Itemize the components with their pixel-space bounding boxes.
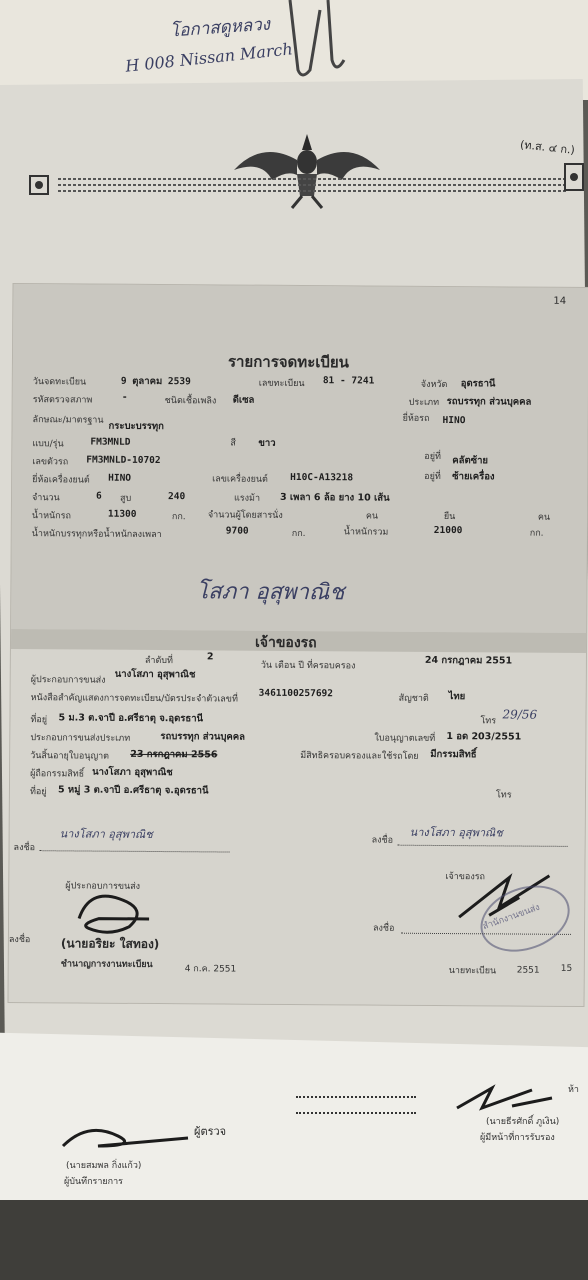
holder-address-value: 5 หมู่ 3 ต.จาปี อ.ศรีธาตุ จ.อุดรธานี	[57, 784, 209, 797]
id-value: 3461100257692	[258, 687, 334, 700]
approver-signature-scribble-icon	[452, 1078, 562, 1118]
operator-signature-scribble-icon	[69, 888, 159, 939]
reg-no-label: เลขทะเบียน	[258, 378, 305, 390]
style-label: ลักษณะ/มาตรฐาน	[32, 415, 104, 426]
possession-date-value: 24 กรกฎาคม 2551	[424, 654, 513, 667]
operator-role: ผู้ประกอบการขนส่ง	[65, 881, 141, 892]
fuel-label: ชนิดเชื้อเพลิง	[164, 396, 217, 407]
operator-signature: นางโสภา อุสุพาณิช	[59, 827, 153, 841]
province-label: จังหวัด	[420, 379, 448, 391]
engine-brand-value: HINO	[108, 472, 132, 484]
location1-value: คลัตซ้าย	[452, 455, 489, 467]
brand-label: ยี่ห้อรถ	[402, 413, 430, 424]
approver-role: ผู้มีหน้าที่การรับรอง	[480, 1133, 555, 1143]
location2-value: ซ้ายเครื่อง	[452, 471, 495, 483]
color-label: สี	[230, 438, 236, 449]
id-label: หนังสือสำคัญแสดงการจดทะเบียน/บัตรประจำตัวเลขที่	[30, 693, 238, 705]
hp-label: แรงม้า	[233, 493, 261, 504]
model-value: FM3MNLD	[90, 436, 131, 448]
phone-value: 29/56	[502, 707, 538, 722]
model-label: แบบ/รุ่น	[32, 439, 64, 450]
count-label: จำนวน	[31, 493, 60, 504]
seats-label: จำนวนผู้โดยสารนั่ง	[207, 510, 283, 521]
top-note-line1: โอกาสดูหลวง	[169, 14, 271, 42]
rights-label: มีสิทธิครอบครองและใช้รถโดย	[300, 751, 419, 762]
expiry-value: 23 กรกฎาคม 2556	[130, 748, 218, 761]
type-label: ประเภท	[408, 397, 440, 408]
registration-signature: โสภา อุสุพาณิช	[196, 579, 345, 606]
chassis-value: FM3MNLD-10702	[86, 454, 161, 467]
holder-label: ผู้ถือกรรมสิทธิ์	[30, 769, 85, 780]
inspector-name: (นายสมพล กิ่งแก้ว)	[66, 1161, 142, 1171]
total-unit: กก.	[529, 528, 544, 539]
registration-form	[7, 283, 588, 1007]
operator-sign-label: ลงชื่อ	[13, 843, 36, 854]
license-value: 1 อด 203/2551	[446, 731, 522, 743]
top-note-line2: H 008 Nissan March	[124, 39, 294, 76]
engine-no-value: H10C-A13218	[290, 471, 354, 484]
nationality-label: สัญชาติ	[398, 693, 429, 704]
decorative-border-band	[28, 168, 588, 204]
order-label: ลำดับที่	[144, 655, 173, 667]
wheels-value: 3 เพลา 6 ล้อ ยาง 10 เส้น	[279, 491, 390, 504]
inspector-role: ผู้บันทึกรายการ	[64, 1177, 124, 1187]
nationality-value: ไทย	[448, 691, 466, 703]
registrar-date: 2551	[516, 965, 540, 976]
business-label: ประกอบการขนส่งประเภท	[30, 733, 131, 744]
location1-label: อยู่ที่	[424, 451, 441, 462]
type-value: รถบรรทุก ส่วนบุคคล	[446, 396, 532, 408]
owner-sign-label: ลงชื่อ	[371, 835, 394, 846]
paper-clip-icon	[280, 0, 350, 80]
engine-brand-label: ยี่ห้อเครื่องยนต์	[32, 475, 90, 486]
address-label: ที่อยู่	[30, 715, 48, 726]
inspector-signature-scribble-icon	[58, 1116, 198, 1156]
load-unit: กก.	[291, 528, 306, 540]
cylinder-label: สูบ	[119, 493, 132, 504]
possession-date-label: วัน เดือน ปี ที่ครอบครอง	[260, 660, 356, 672]
official-date: 4 ก.ค. 2551	[184, 964, 237, 975]
ornament-right-icon	[563, 162, 585, 192]
reg-no-value: 81 - 7241	[322, 375, 375, 387]
chassis-label: เลขตัวรถ	[32, 457, 69, 468]
corner-mark: ห้า	[568, 1085, 579, 1095]
inspector-label: ผู้ตรวจ	[194, 1125, 227, 1138]
province-value: อุดรธานี	[460, 378, 496, 390]
load-value: 9700	[225, 525, 249, 537]
operator-label: ผู้ประกอบการขนส่ง	[30, 675, 106, 686]
official-role: ชำนาญการงานทะเบียน	[60, 959, 153, 970]
weight-label: น้ำหนักรถ	[31, 511, 71, 522]
license-label: ใบอนุญาตเลขที่	[374, 733, 436, 744]
operator-value: นางโสภา อุสุพาณิช	[114, 668, 196, 681]
approver-name: (นายธีรศักดิ์ ภูเงิน)	[486, 1117, 560, 1127]
page-number-bottom: 15	[560, 963, 573, 974]
registration-title: รายการจดทะเบียน	[227, 352, 350, 372]
load-label: น้ำหนักบรรทุกหรือน้ำหนักลงเพลา	[31, 529, 162, 541]
holder-phone-label: โทร	[495, 790, 512, 801]
registrar-role: นายทะเบียน	[448, 966, 497, 977]
registrar-sign-label: ลงชื่อ	[372, 923, 395, 934]
business-value: รถบรรทุก ส่วนบุคคล	[160, 731, 246, 743]
weight-unit: กก.	[171, 512, 186, 523]
page-number-top: 14	[553, 295, 567, 307]
ornament-left-icon	[28, 174, 50, 196]
brand-value: HINO	[442, 415, 466, 427]
total-value: 21000	[433, 524, 463, 537]
reg-date-value: 9 ตุลาคม 2539	[120, 375, 191, 388]
inspection-label: รหัสตรวจสภาพ	[32, 395, 93, 406]
order-value: 2	[206, 651, 214, 663]
holder-address-label: ที่อยู่	[29, 787, 47, 798]
seats-person-unit: คน	[365, 511, 379, 522]
rights-value: มีกรรมสิทธิ์	[430, 748, 477, 761]
official-name: (นายอริยะ ใสทอง)	[60, 936, 160, 952]
count-value: 6	[95, 490, 102, 502]
engine-no-label: เลขเครื่องยนต์	[212, 474, 268, 485]
total-label: น้ำหนักรวม	[343, 527, 389, 538]
inspection-value: -	[122, 391, 127, 403]
address-value: 5 ม.3 ต.จาปี อ.ศรีธาตุ จ.อุดรธานี	[58, 712, 204, 725]
reg-date-label: วันจดทะเบียน	[32, 377, 87, 388]
stand-person-unit: คน	[537, 512, 551, 523]
expiry-label: วันสิ้นอายุใบอนุญาต	[30, 751, 110, 762]
weight-value: 11300	[107, 508, 137, 520]
style-value: กระบะบรรทุก	[108, 420, 164, 433]
stand-label: ยืน	[443, 512, 456, 523]
phone-label: โทร	[480, 716, 497, 727]
registrar-stamp-text: สำนักงานขนส่ง	[481, 902, 542, 933]
fuel-value: ดีเซล	[232, 394, 255, 406]
table-surface	[0, 1200, 588, 1280]
form-code: (ท.ส. ๔ ก.)	[519, 138, 576, 157]
holder-value: นางโสภา อุสุพาณิช	[92, 766, 173, 779]
owner-header-title: เจ้าของรถ	[254, 634, 317, 652]
owner-signature: นางโสภา อุสุพาณิช	[409, 825, 503, 840]
color-value: ขาว	[258, 437, 276, 449]
owner-role: เจ้าของรถ	[445, 872, 486, 883]
official-sign-label: ลงชื่อ	[8, 934, 31, 946]
cc-value: 240	[167, 491, 186, 503]
location2-label: อยู่ที่	[424, 471, 441, 482]
bottom-dotted-lines	[296, 1096, 416, 1114]
